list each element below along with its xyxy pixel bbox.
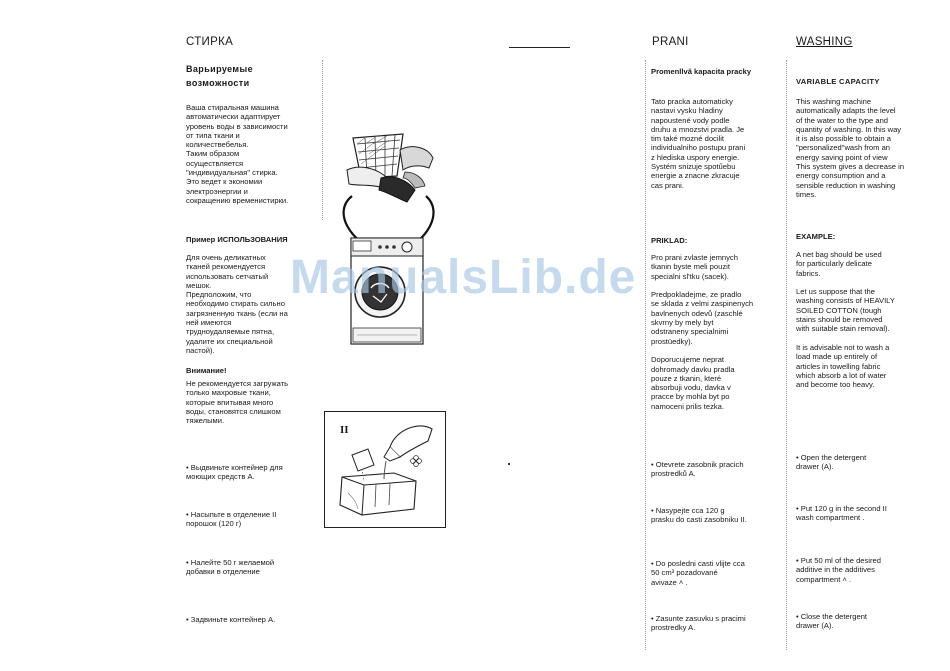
en-step-1: • Open the detergent drawer (A). <box>796 453 867 472</box>
en-step-3: • Put 50 ml of the desired additive in the additives compartment ˄ . <box>796 556 881 584</box>
divider-ru <box>322 60 323 220</box>
en-example: A net bag should be used for particularly delicate fabrics. Let us suppose that the washing consists of HEAVILY SOILED COTTON (tough stains should be removed with suitable stain removal). It is advisable not to wash a load made up entirely of articles in towelling fabric which absorb a lot of water and become too heavy. <box>796 250 895 390</box>
header-rule <box>509 47 570 48</box>
cz-intro: Tato pracka automaticky nastavi vysku hladiny napoustené vody podle druhu a mnozstvi pradla. Je tim také mozné docilit individualniho postupu prani z hlediska uspory energie. Systém snizuje spotűebu energie a znacne zkracuje cas prani. <box>651 97 746 190</box>
ru-step-3: • Налейте 50 г желаемой добавки в отделение <box>186 558 275 577</box>
cz-example-title: PRIKLAD: <box>651 236 688 245</box>
divider-cz <box>645 60 646 650</box>
en-step-2: • Put 120 g in the second II wash compartment . <box>796 504 887 523</box>
en-subtitle: VARIABLE CAPACITY <box>796 77 880 86</box>
ru-subtitle: Варьируемые возможности <box>186 64 253 88</box>
cz-step-2: • Nasypejte cca 120 g prasku do casti zasobniku II. <box>651 506 747 525</box>
ru-example: Для очень деликатных тканей рекомендуется использовать сетчатый мешок. Предположим, что необходимо стирать сильно загрязненную ткань (если на ней имеются трудноудаляемые пятна, удалите их специальной пастой). <box>186 253 288 355</box>
header-cz: PRANI <box>652 36 689 48</box>
divider-en <box>786 60 787 650</box>
header-ru: СТИРКА <box>186 36 234 48</box>
cz-subtitle: Promenllvă kapacita pracky <box>651 67 752 76</box>
ru-step-1: • Выдвиньте контейнер для моющих средств А. <box>186 463 283 482</box>
cz-step-4: • Zasunte zasuvku s pracimi prostredky A. <box>651 614 746 633</box>
watermark: ManualsLib.de <box>290 251 637 304</box>
ru-warning-title: Внимание! <box>186 366 227 375</box>
ru-example-title: Пример ИСПОЛЬЗОВАНИЯ <box>186 235 288 244</box>
cz-step-1: • Otevrete zasobnik pracich prostredků A. <box>651 460 744 479</box>
en-step-4: • Close the detergent drawer (A). <box>796 612 868 631</box>
compartment-label: II <box>340 424 349 436</box>
cz-step-3: • Do posledni casti vlijte cca 50 cm³ pozadované avivaze ˄ . <box>651 559 745 587</box>
en-example-title: EXAMPLE: <box>796 232 836 241</box>
cz-example: Pro prani zvlaste jemnych tkanin byste meli pouzit specialni sl'tku (sacek). Predpokladejme, ze pradlo se sklada z velmi zaspinenych bavlnenych odevů (zaschlé skvrny by mely byt odstraneny specialnimi prostüedky). Doporucujeme neprat dohromady davku pradla pouze z tkanin, které absorbuji vodu, davka v pracce by mohla byt po namoceni prilis tezka. <box>651 253 754 411</box>
ru-step-4: • Задвиньте контейнер А. <box>186 615 276 624</box>
en-intro: This washing machine automatically adapts the level of the water to the type and quantity of washing. In this way it is also possible to obtain a "personalized"wash from an energy saving point of view This system gives a decrease in energy consumption and a sensible reduction in washing times. <box>796 97 905 199</box>
ru-warning: Не рекомендуется загружать только махровые ткани, которые впитывая много воды, становятся слишком тяжелыми. <box>186 379 289 426</box>
ru-step-2: • Насыпьте в отделение II порошок (120 г) <box>186 510 277 529</box>
header-en: WASHING <box>796 36 853 48</box>
stray-mark <box>508 463 510 465</box>
ru-intro: Ваша стиральная машина автоматически адаптирует уровень воды в зависимости от типа ткани и количествебелья. Таким образом осуществляется "индивидуальная" стирка. Это ведет к экономии электроэнергии и сокращению временистирки. <box>186 103 289 205</box>
